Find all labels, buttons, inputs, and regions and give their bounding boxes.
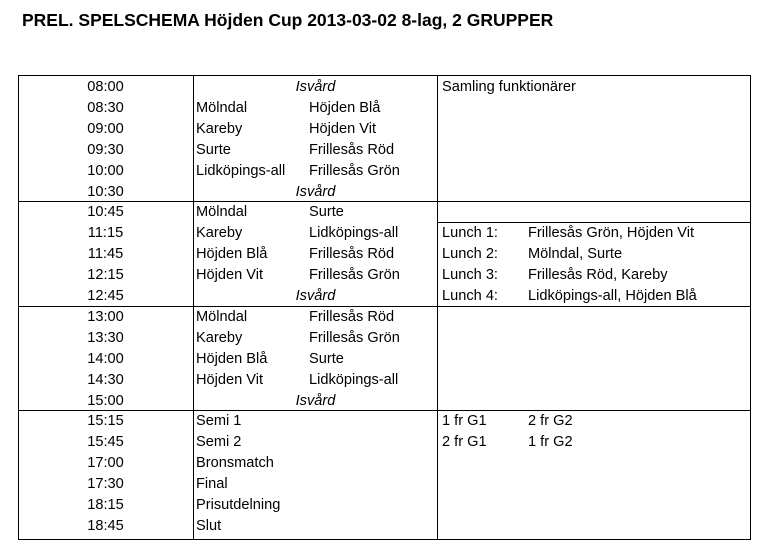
schedule-row [18,119,751,140]
note-detail: 2 fr G2 [528,413,573,430]
team-away: Frillesås Röd [309,246,395,263]
note-label: Lunch 1: [442,225,498,242]
team-home: Mölndal [196,308,248,325]
schedule-row [18,307,751,328]
note-label: Lunch 4: [442,288,498,304]
schedule-row [18,349,751,370]
time-cell: 13:00 [87,308,124,325]
team-home: Lidköpings-all [196,162,286,179]
note-detail: Mölndal, Surte [528,246,623,263]
team-home: Kareby [196,329,243,346]
time-cell: 09:00 [87,120,124,137]
team-home: Semi 1 [196,413,242,430]
team-home: Kareby [196,225,243,242]
time-cell: 18:45 [87,517,124,534]
team-home: Mölndal [196,204,248,221]
time-cell: 10:00 [87,162,124,179]
team-home: Höjden Vit [196,267,264,284]
team-home: Slut [196,517,222,534]
time-cell: 15:00 [87,392,124,409]
team-away: Frillesås Röd [309,141,395,158]
time-cell: 11:45 [87,246,124,263]
time-cell: 12:15 [87,267,124,284]
schedule-row [18,140,751,161]
note-text: Samling funktionärer [442,79,576,95]
schedule-row [18,453,751,474]
team-away: Surte [309,350,344,367]
team-away: Frillesås Grön [309,329,400,346]
note-detail: Lidköpings-all, Höjden Blå [528,288,697,304]
schedule-row [18,370,751,391]
time-cell: 08:00 [87,79,124,95]
time-cell: 12:45 [87,288,124,304]
team-away: Surte [309,204,344,221]
time-cell: 13:30 [87,329,124,346]
time-cell: 10:45 [87,204,124,221]
note-label: 2 fr G1 [442,434,487,451]
team-away: Frillesås Grön [309,162,400,179]
schedule-row [18,77,751,98]
time-cell: 15:45 [87,434,124,451]
schedule-row [18,495,751,516]
schedule-row [18,265,751,286]
team-away: Höjden Vit [309,120,377,137]
ice-maintenance-label: Isvård [295,392,336,409]
note-label: Lunch 2: [442,246,498,263]
team-home: Höjden Blå [196,246,268,263]
note-detail: Frillesås Grön, Höjden Vit [528,225,695,242]
note-label: Lunch 3: [442,267,498,284]
team-home: Höjden Blå [196,350,268,367]
time-cell: 15:15 [87,413,124,430]
schedule-row [18,182,751,203]
team-away: Höjden Blå [309,99,381,116]
note-detail: 1 fr G2 [528,434,573,451]
time-cell: 11:15 [87,225,124,242]
schedule-row [18,432,751,453]
team-away: Frillesås Röd [309,308,395,325]
team-home: Bronsmatch [196,455,274,472]
time-cell: 08:30 [87,99,124,116]
schedule-row [18,244,751,265]
time-cell: 14:30 [87,371,124,388]
team-away: Frillesås Grön [309,267,400,284]
schedule-row [18,411,751,432]
time-cell: 10:30 [87,183,124,200]
schedule-row [18,98,751,119]
schedule-row [18,516,751,537]
team-home: Mölndal [196,99,248,116]
team-away: Lidköpings-all [309,371,399,388]
team-home: Prisutdelning [196,497,281,513]
team-home: Höjden Vit [196,371,264,388]
note-label: 1 fr G1 [442,413,487,430]
team-away: Lidköpings-all [309,225,399,242]
team-home: Semi 2 [196,434,242,451]
time-cell: 18:15 [87,497,124,513]
schedule-row [18,286,751,307]
schedule-row [18,202,751,223]
ice-maintenance-label: Isvård [295,288,336,304]
ice-maintenance-label: Isvård [295,79,336,95]
time-cell: 09:30 [87,141,124,158]
time-cell: 17:30 [87,476,124,493]
team-home: Final [196,476,228,493]
schedule-row [18,474,751,495]
team-home: Surte [196,141,231,158]
schedule-row [18,223,751,244]
note-detail: Frillesås Röd, Kareby [528,267,668,284]
schedule-row [18,161,751,182]
schedule-row [18,391,751,412]
team-home: Kareby [196,120,243,137]
time-cell: 17:00 [87,455,124,472]
page-title: PREL. SPELSCHEMA Höjden Cup 2013-03-02 8-lag, 2 GRUPPER [22,10,554,30]
schedule-row [18,328,751,349]
time-cell: 14:00 [87,350,124,367]
ice-maintenance-label: Isvård [295,183,336,200]
